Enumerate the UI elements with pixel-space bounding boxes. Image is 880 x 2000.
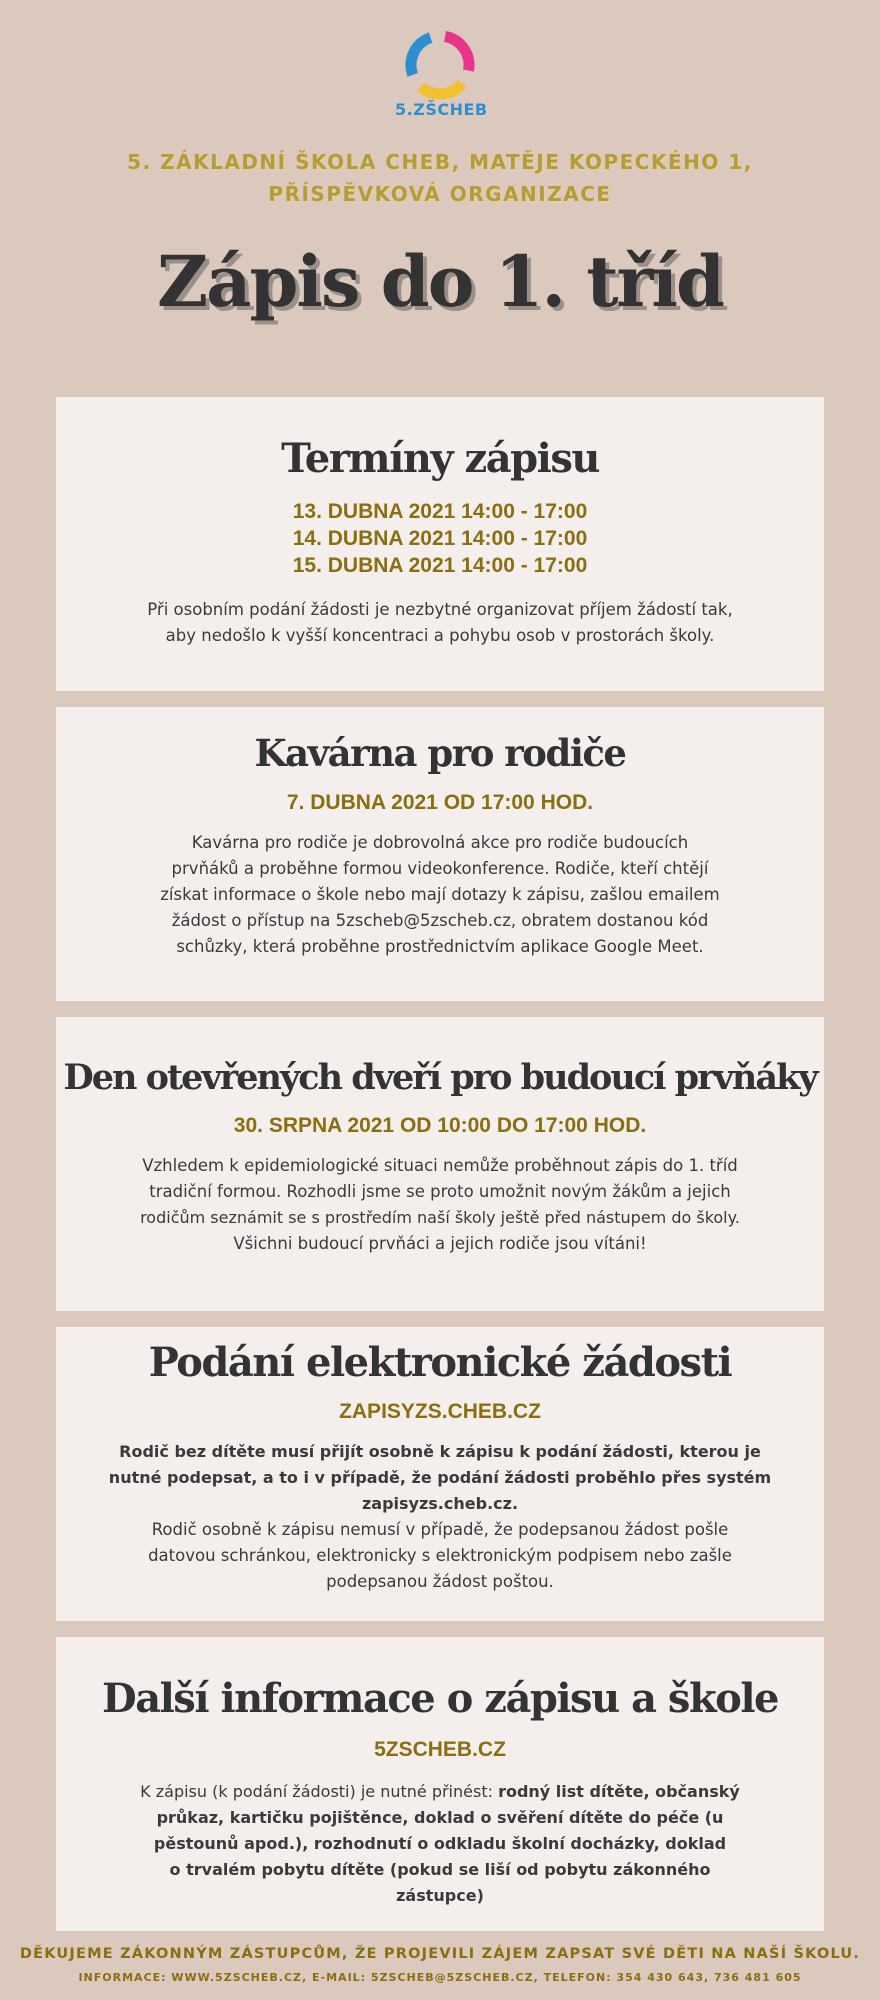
podani-bold-line-1: Rodič bez dítěte musí přijít osobně k zápisu k podání žádosti, kterou je bbox=[119, 1442, 761, 1461]
dalsi-bold-line-3: o trvalém pobytu dítěte (pokud se liší od pobytu zákonného bbox=[169, 1860, 711, 1879]
school-name-line-2: PŘÍSPĚVKOVÁ ORGANIZACE bbox=[268, 182, 612, 206]
den-text-line-4: Všichni budoucí prvňáci a jejich rodiče jsou vítáni! bbox=[233, 1234, 647, 1253]
kavarna-text-line-4: žádost o přístup na 5zscheb@5zscheb.cz, obratem dostanou kód bbox=[171, 911, 709, 930]
den-text-line-3: rodičům seznámit se s prostředím naší školy ještě před nástupem do školy. bbox=[140, 1208, 740, 1227]
kavarna-text-line-1: Kavárna pro rodiče je dobrovolná akce pro rodiče budoucích bbox=[191, 833, 689, 852]
terminy-date-3: 15. DUBNA 2021 14:00 - 17:00 bbox=[292, 554, 588, 577]
dalsi-bold-line-4: zástupce) bbox=[396, 1886, 484, 1905]
school-name-line-1: 5. ZÁKLADNÍ ŠKOLA CHEB, MATĚJE KOPECKÉHO 1, bbox=[127, 150, 753, 174]
footer-contacts: INFORMACE: WWW.5ZSCHEB.CZ, E-MAIL: 5ZSCHEB@5ZSCHEB.CZ, TELEFON: 354 430 643, 736 481 605 bbox=[78, 1971, 802, 1984]
footer-thanks: DĚKUJEME ZÁKONNÝM ZÁSTUPCŮM, ŽE PROJEVILI ZÁJEM ZAPSAT SVÉ DĚTI NA NAŠÍ ŠKOLU. bbox=[19, 1946, 861, 1962]
school-name bbox=[40, 146, 840, 210]
podani-link[interactable]: ZAPISYZS.CHEB.CZ bbox=[339, 1400, 541, 1423]
den-text-line-1: Vzhledem k epidemiologické situaci nemůže proběhnout zápis do 1. tříd bbox=[142, 1156, 738, 1175]
podani-text-line-1: Rodič osobně k zápisu nemusí v případě, že podepsanou žádost pošle bbox=[151, 1520, 729, 1539]
logo-text: 5.ZŠCHEB bbox=[395, 100, 488, 119]
den-heading: Den otevřených dveří pro budoucí prvňáky bbox=[63, 1057, 817, 1098]
kavarna-text-line-3: získat informace o škole nebo mají dotazy k zápisu, zašlou emailem bbox=[160, 885, 720, 904]
terminy-date-1: 13. DUBNA 2021 14:00 - 17:00 bbox=[292, 500, 588, 523]
terminy-heading: Termíny zápisu bbox=[281, 435, 599, 482]
den-text-line-2: tradiční formou. Rozhodli jsme se proto umožnit novým žákům a jejich bbox=[149, 1182, 731, 1201]
dalsi-heading: Další informace o zápisu a škole bbox=[102, 1675, 778, 1722]
den-date: 30. SRPNA 2021 OD 10:00 DO 17:00 HOD. bbox=[233, 1114, 647, 1137]
card-dalsi-informace bbox=[56, 1637, 824, 1931]
kavarna-date: 7. DUBNA 2021 OD 17:00 HOD. bbox=[286, 791, 594, 814]
kavarna-heading: Kavárna pro rodiče bbox=[254, 731, 626, 775]
dalsi-text-normal: K zápisu (k podání žádosti) je nutné přinést: bbox=[140, 1782, 499, 1801]
dalsi-text-bold: rodný list dítěte, občanský bbox=[498, 1782, 740, 1801]
terminy-text-line-1: Při osobním podání žádosti je nezbytné organizovat příjem žádostí tak, bbox=[147, 600, 733, 619]
card-kavarna bbox=[56, 707, 824, 1001]
podani-text-line-2: datovou schránkou, elektronicky s elektronickým podpisem nebo zašle bbox=[148, 1546, 732, 1565]
dalsi-bold-line-2: pěstounů apod.), rozhodnutí o odkladu školní docházky, doklad bbox=[153, 1834, 727, 1853]
dalsi-link[interactable]: 5ZSCHEB.CZ bbox=[374, 1738, 506, 1761]
logo-ring-icon bbox=[401, 26, 479, 104]
podani-bold-line-3: zapisyzs.cheb.cz. bbox=[361, 1494, 519, 1513]
kavarna-text-line-5: schůzky, která proběhne prostřednictvím aplikace Google Meet. bbox=[176, 937, 704, 956]
card-podani bbox=[56, 1327, 824, 1621]
terminy-date-2: 14. DUBNA 2021 14:00 - 17:00 bbox=[292, 527, 588, 550]
podani-heading: Podání elektronické žádosti bbox=[148, 1339, 732, 1386]
kavarna-text-line-2: prvňáků a proběhne formou videokonference. Rodiče, kteří chtějí bbox=[171, 859, 709, 878]
card-terminy bbox=[56, 397, 824, 691]
dalsi-bold-line-1: průkaz, kartičku pojištěnce, doklad o svěření dítěte do péče (u bbox=[156, 1808, 724, 1827]
school-logo bbox=[395, 26, 488, 130]
terminy-text-line-2: aby nedošlo k vyšší koncentraci a pohybu osob v prostorách školy. bbox=[165, 626, 715, 645]
page-title: Zápis do 1. tříd bbox=[157, 240, 723, 323]
podani-text-line-3: podepsanou žádost poštou. bbox=[326, 1572, 554, 1591]
podani-bold-line-2: nutné podepsat, a to i v případě, že podání žádosti proběhlo přes systém bbox=[108, 1468, 772, 1487]
dalsi-text-line-1 bbox=[56, 1779, 824, 1805]
card-den-otevrenych-dveri bbox=[56, 1017, 824, 1311]
